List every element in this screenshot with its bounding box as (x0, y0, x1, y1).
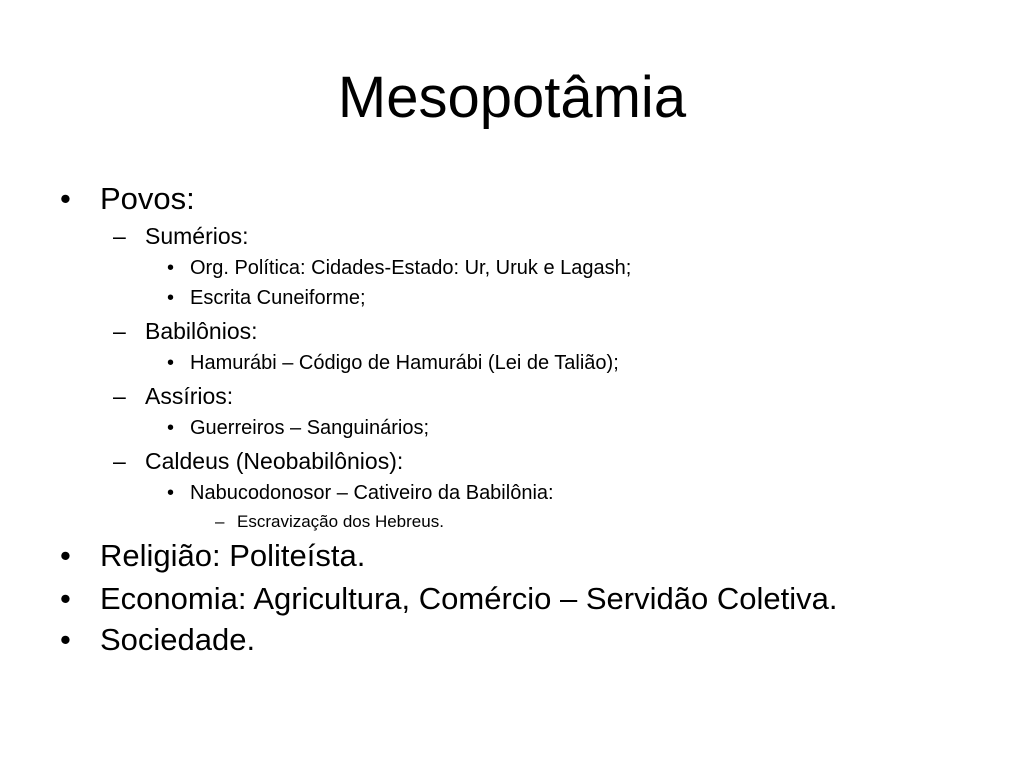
subitem-text: Sumérios: (145, 223, 249, 249)
subsubitem-text: Nabucodonosor – Cativeiro da Babilônia: (190, 482, 554, 504)
subitem-text: Caldeus (Neobabilônios): (145, 448, 404, 474)
slide-title: Mesopotâmia (337, 65, 687, 130)
bullet-marker: • (167, 352, 175, 374)
bullet-marker: • (60, 622, 71, 657)
dash-marker: – (113, 318, 126, 344)
bullet-text: Sociedade. (100, 622, 256, 657)
bullet-marker: • (167, 287, 175, 309)
bullet-text: Economia: Agricultura, Comércio – Servidão Coletiva. (100, 581, 838, 616)
level4-text: Escravização dos Hebreus. (237, 512, 444, 531)
bullet-marker: • (60, 538, 71, 573)
subitem-text: Assírios: (145, 383, 234, 409)
dash-marker: – (113, 448, 126, 474)
subsubitem-text: Hamurábi – Código de Hamurábi (Lei de Talião); (190, 352, 619, 374)
bullet-marker: • (60, 581, 71, 616)
subsubitem-text: Guerreiros – Sanguinários; (190, 417, 430, 439)
dash-marker: – (215, 512, 225, 531)
bullet-text: Povos: (100, 181, 195, 216)
dash-marker: – (113, 223, 126, 249)
bullet-text: Religião: Politeísta. (100, 538, 366, 573)
bullet-marker: • (167, 257, 175, 279)
bullet-marker: • (167, 482, 175, 504)
bullet-marker: • (60, 181, 71, 216)
subitem-text: Babilônios: (145, 318, 258, 344)
bullet-marker: • (167, 417, 175, 439)
subsubitem-text: Escrita Cuneiforme; (190, 287, 366, 309)
dash-marker: – (113, 383, 126, 409)
subsubitem-text: Org. Política: Cidades-Estado: Ur, Uruk e Lagash; (190, 257, 632, 279)
